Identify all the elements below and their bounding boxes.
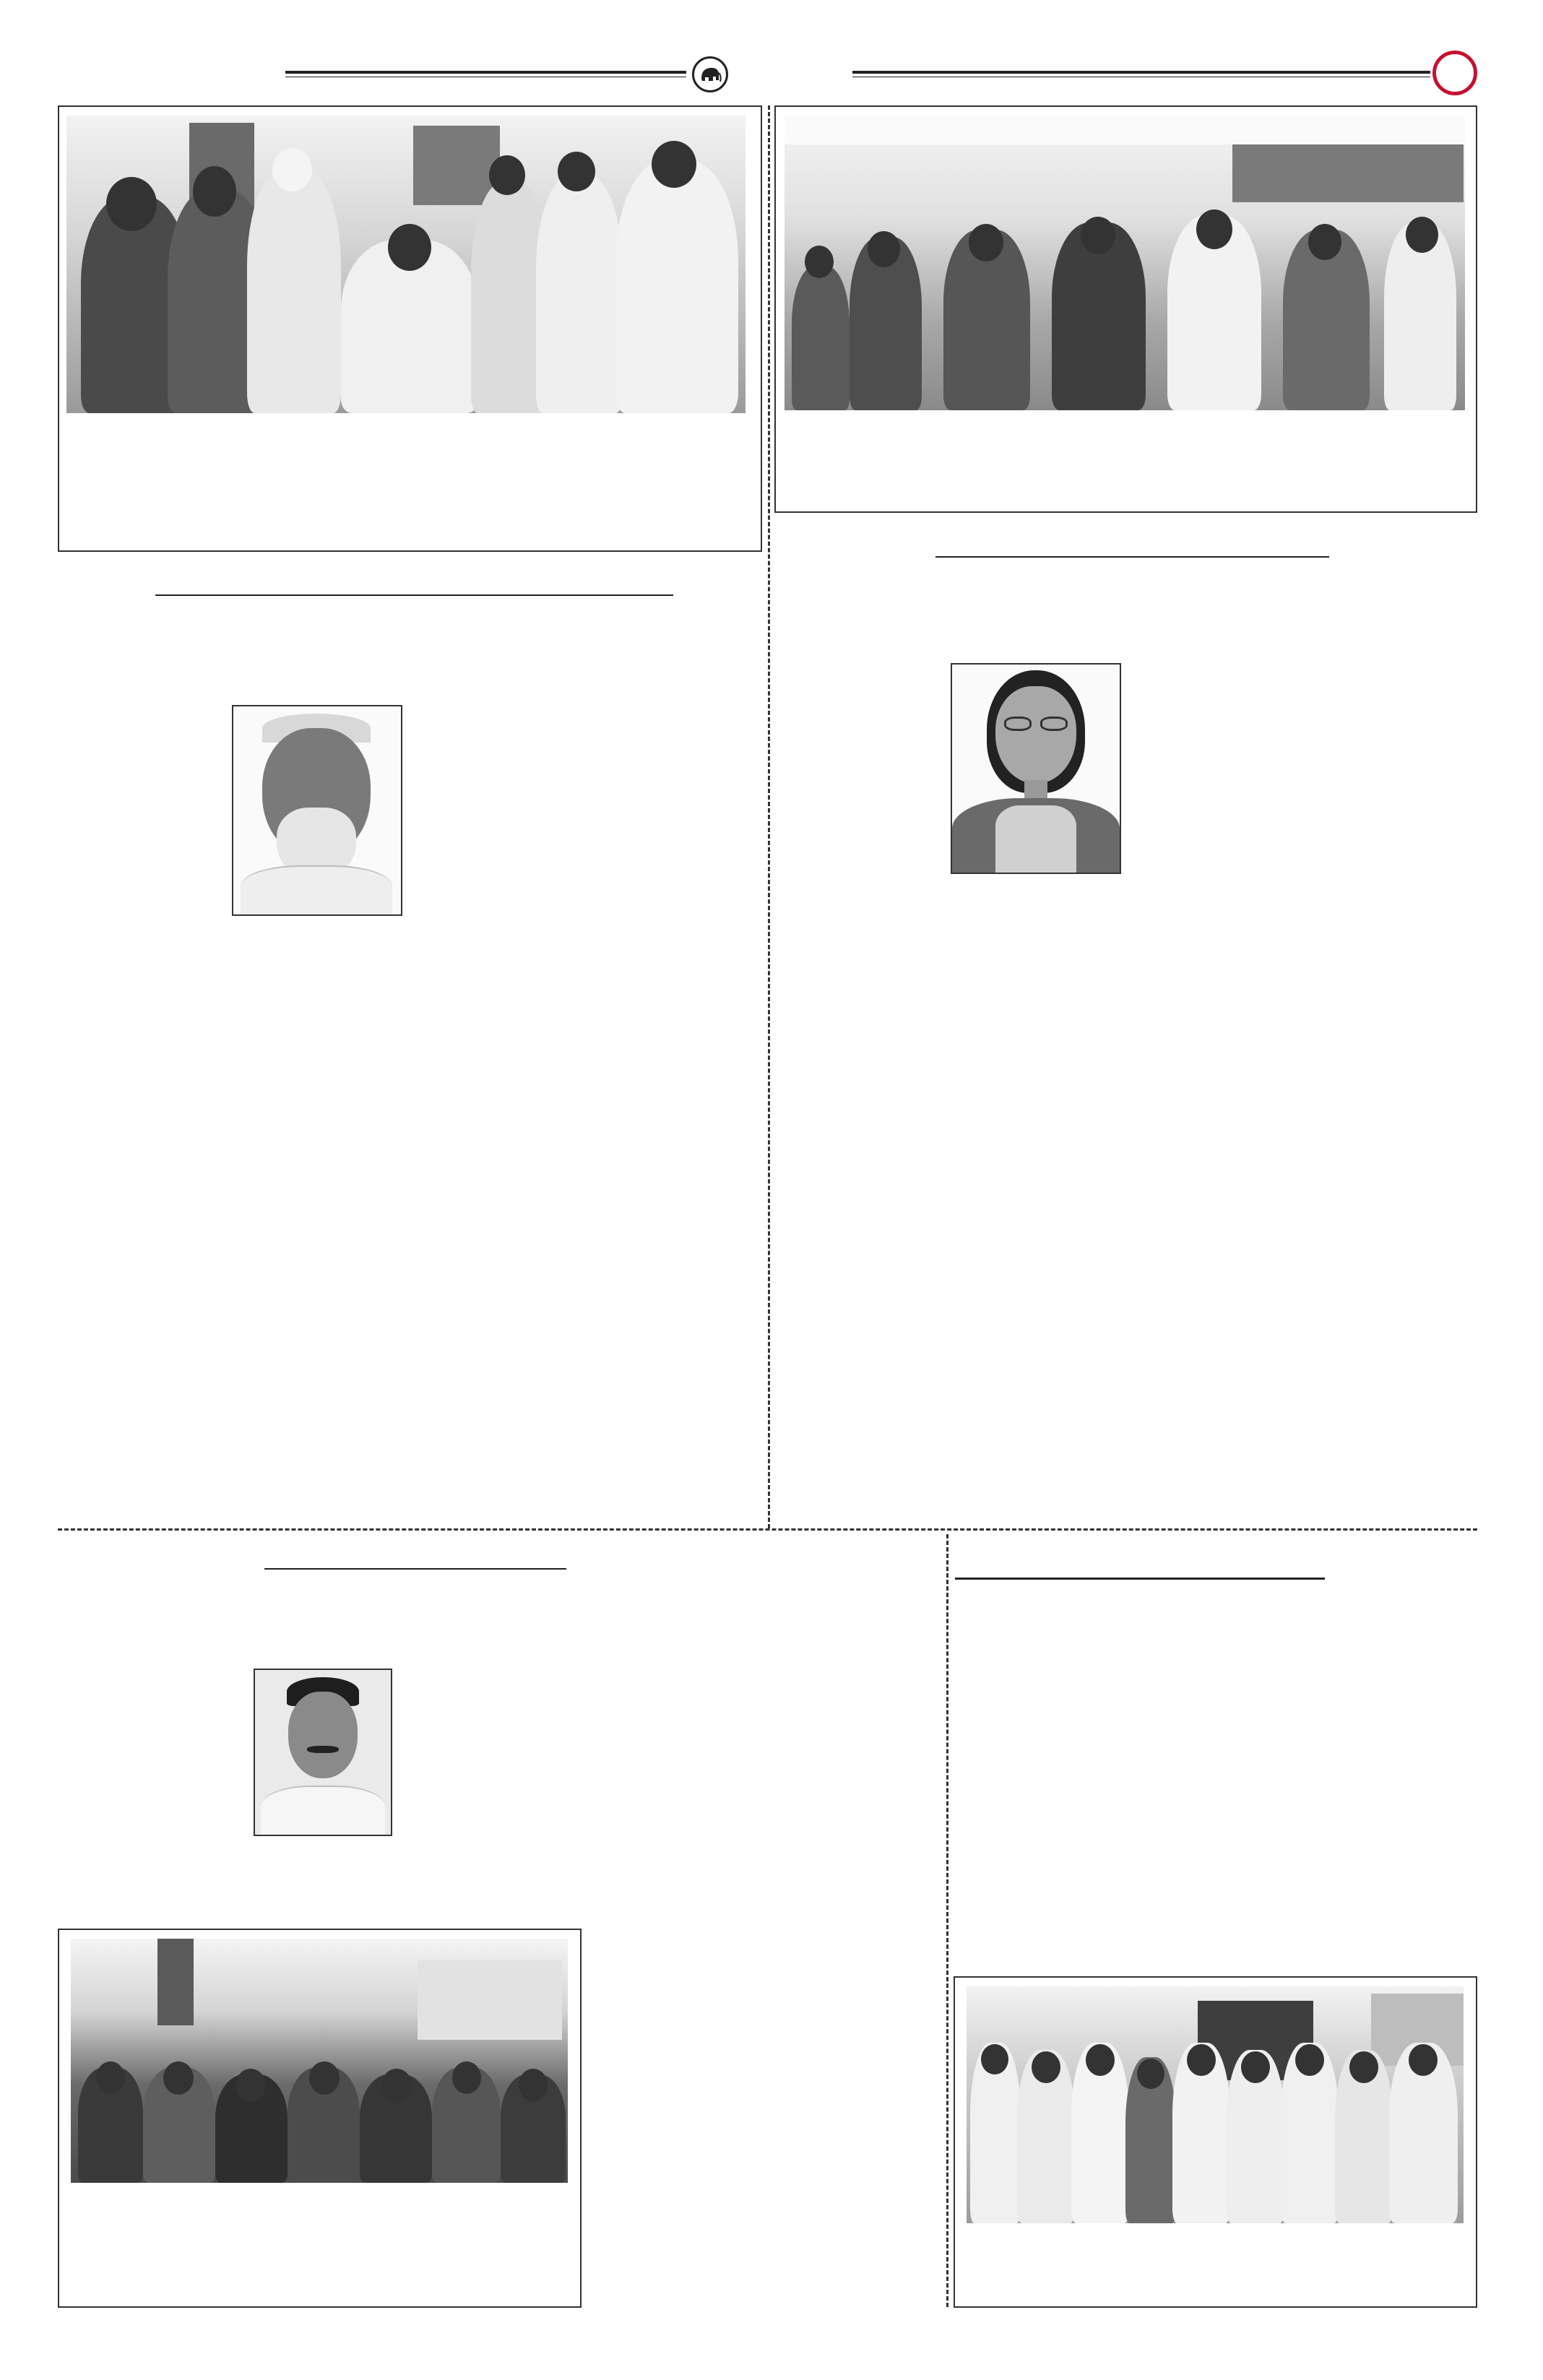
story-bottom-right-box (954, 1976, 1477, 2308)
headline-mid-right (935, 526, 1329, 555)
story-top-left-box (58, 105, 762, 552)
header-rule-left (285, 71, 686, 74)
story-bottom-left-box (58, 1929, 582, 2308)
page-marker-icon (1432, 51, 1477, 95)
headline-rule-mid-right (935, 556, 1329, 558)
headline-bottom-right (955, 1546, 1325, 1575)
headline-rule-mid-left (155, 594, 673, 596)
group-photo-seated-officials (785, 116, 1465, 410)
headline-rule-bottom-right (955, 1578, 1325, 1580)
portrait-woman-with-glasses (951, 663, 1121, 874)
story-top-right-box (774, 105, 1477, 513)
section-divider (58, 1528, 1477, 1531)
column-divider-lower (946, 1534, 948, 2307)
story-top-right-caption (790, 417, 1462, 497)
group-photo-seated-women (71, 1939, 568, 2183)
headline-bottom-left (264, 1539, 566, 1566)
elephant-emblem-icon (692, 56, 728, 92)
group-photo-standing-men (967, 1986, 1464, 2223)
story-bottom-right-caption (969, 2234, 1461, 2299)
headline-rule-bottom-left (264, 1568, 566, 1570)
story-bottom-left-caption (74, 2194, 565, 2295)
story-top-left-caption (74, 425, 745, 533)
headline-mid-left (155, 563, 673, 592)
portrait-elderly-man-white-beard (232, 705, 402, 916)
group-photo-officials-meeting (66, 116, 745, 413)
column-divider-upper (768, 105, 770, 1528)
portrait-man-mustache (254, 1669, 392, 1836)
header-rule-right (852, 71, 1430, 74)
